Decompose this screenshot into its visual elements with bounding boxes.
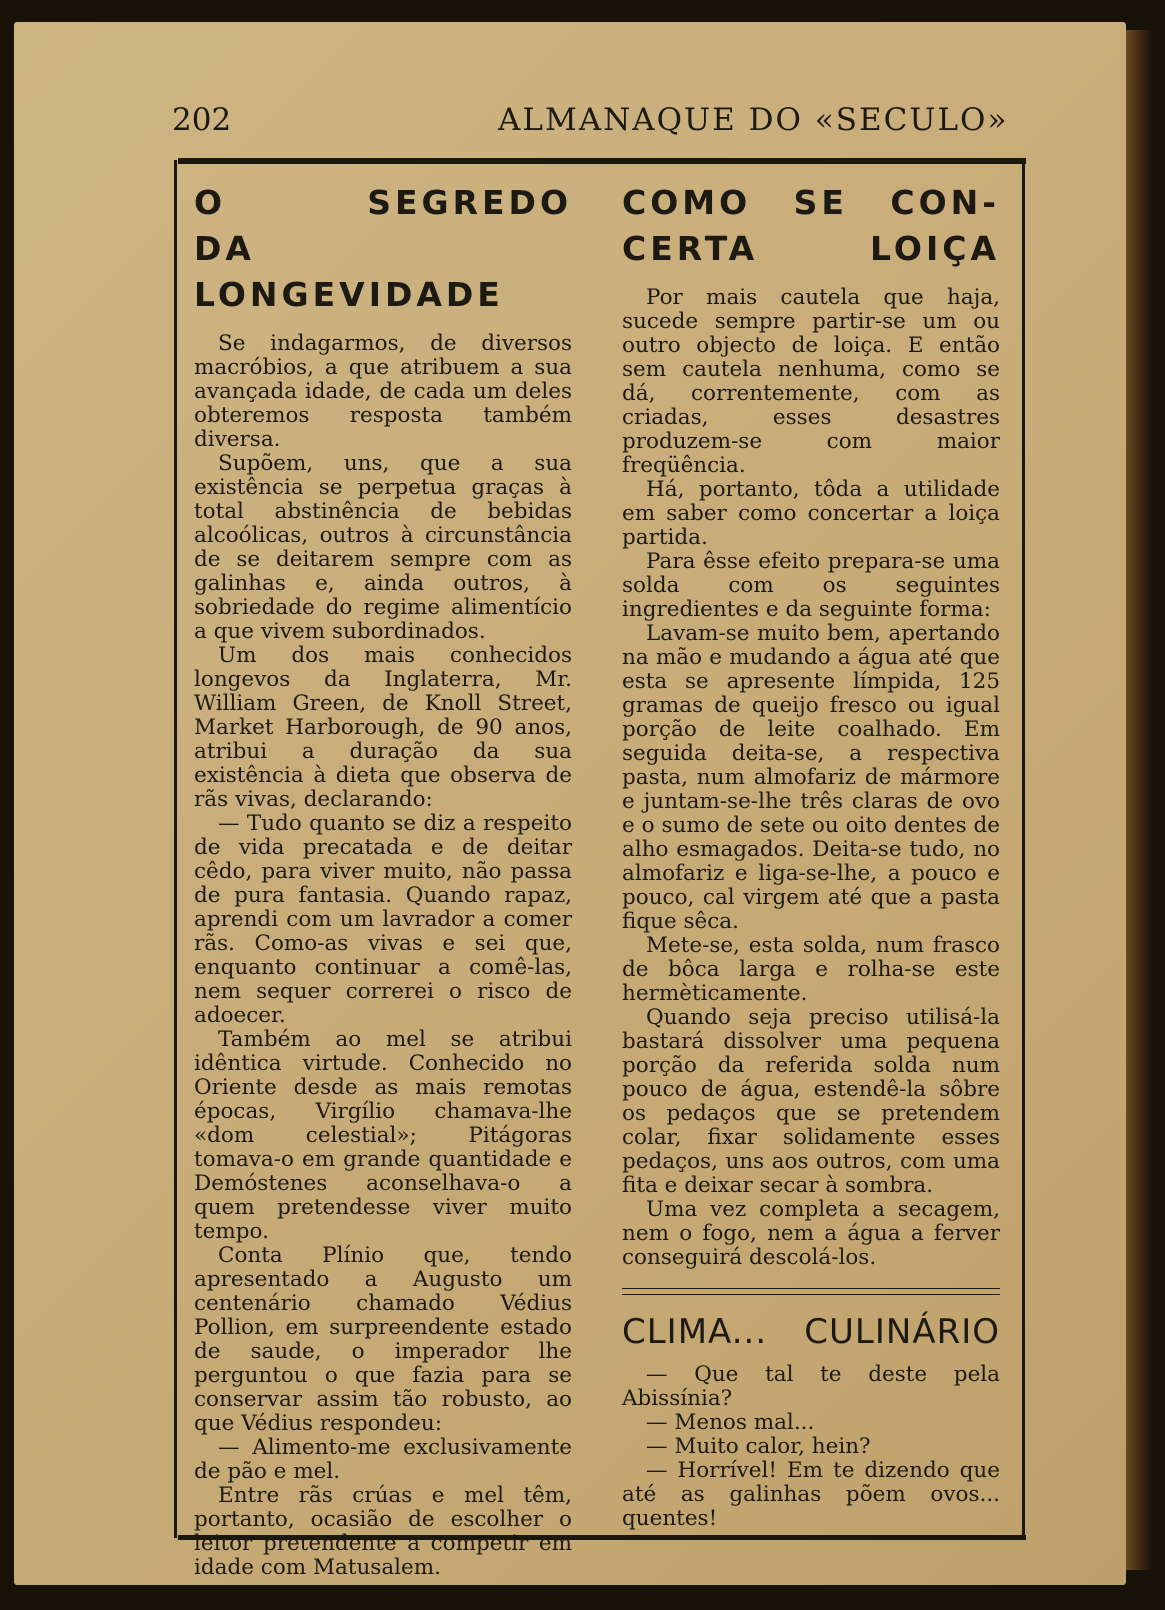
paragraph: Uma vez completa a secagem, nem o fogo, nem a água a ferver conseguirá descolá-los. <box>622 1197 1000 1270</box>
title-line: COMO SE CON- <box>622 183 1000 222</box>
paragraph: Entre rãs crúas e mel têm, portanto, ocasião de escolher o leitor pretendente a competir em idade com Matusalem. <box>194 1483 572 1580</box>
right-border-line <box>1022 160 1025 1538</box>
page-header <box>172 102 1030 146</box>
paragraph: Lavam-se muito bem, apertando na mão e mudando a água até que esta se apresente límpida, 125 gramas de queijo fresco ou igual porção de leite coalhado. Em seguida deita-se, a respectiva pasta, num almofariz de mármore e juntam-se-lhe três claras de ovo e o sumo de sete ou oito dentes de alho esmagados. Deita-se tudo, no almofariz e liga-se-lhe, a pouco e pouco, cal virgem até que a pasta fique sêca. <box>622 621 1000 934</box>
joke-section <box>622 1309 1000 1531</box>
top-rule <box>178 158 1026 164</box>
page-number: 202 <box>172 102 232 138</box>
article-title <box>194 180 572 318</box>
dialogue-line: — Que tal te deste pela Abissínia? <box>622 1362 1000 1411</box>
article-title <box>622 180 1000 272</box>
paragraph: Um dos mais conhecidos longevos da Inglaterra, Mr. William Green, de Knoll Street, Market Harborough, de 90 anos, atribui a duração da sua existência à dieta que observa de rãs vivas, declarando: <box>194 643 572 812</box>
dialogue-line: — Menos mal... <box>646 1410 815 1435</box>
joke-title <box>622 1309 1000 1355</box>
paragraph: Conta Plínio que, tendo apresentado a Augusto um centenário chamado Védius Pollion, em surpreendente estado de saude, o imperador lhe perguntou o que fazia para se conservar assim tão robusto, ao que Védius respondeu: <box>194 1243 572 1436</box>
dialogue-line: — Horrível! Em te dizendo que até as galinhas põem ovos... quentes! <box>622 1458 1000 1531</box>
paragraph: Supõem, uns, que a sua existência se perpetua graças à total abstinência de bebidas alcoólicas, outros à circunstância de se deitarem sempre com as galinhas e, ainda outros, à sobriedade do regime alimentício a que vivem subordinados. <box>194 451 572 644</box>
paragraph: — Alimento-me exclusivamente de pão e mel. <box>194 1435 572 1484</box>
dialogue-line: — Muito calor, hein? <box>646 1434 871 1459</box>
paragraph: Mete-se, esta solda, num frasco de bôca larga e rolha-se este hermèticamente. <box>622 933 1000 1006</box>
paragraph: — Tudo quanto se diz a respeito de vida precatada e de deitar cêdo, para viver muito, não passa de pura fantasia. Quando rapaz, aprendi com um lavrador a comer rãs. Como-as vivas e sei que, enquanto continuar a comê-las, nem sequer correrei o risco de adoecer. <box>194 811 572 1028</box>
left-border-line <box>174 160 177 1538</box>
article-longevity <box>194 180 572 1580</box>
paragraph: Também ao mel se atribui idêntica virtude. Conhecido no Oriente desde as mais remotas épocas, Virgílio chamava-lhe «dom celestial»; Pitágoras tomava-o em grande quantidade e Demóstenes aconselhava-o a quem pretendesse viver muito tempo. <box>194 1027 572 1244</box>
article-china-repair <box>622 180 1000 1531</box>
title-line: CERTA LOIÇA <box>622 229 1000 268</box>
paragraph: Há, portanto, tôda a utilidade em saber como concertar a loiça partida. <box>622 477 1000 550</box>
section-divider <box>622 1288 1000 1295</box>
joke-title-word: CLIMA... <box>622 1312 768 1352</box>
title-line: O SEGREDO <box>194 183 572 222</box>
joke-title-word: CULINÁRIO <box>804 1312 1000 1352</box>
title-line: DA LONGEVIDADE <box>194 229 504 314</box>
paragraph: Se indagarmos, de diversos macróbios, a que atribuem a sua avançada idade, de cada um deles obteremos resposta também diversa. <box>194 331 572 452</box>
paragraph: Para êsse efeito prepara-se uma solda com os seguintes ingredientes e da seguinte forma: <box>622 549 1000 622</box>
paragraph: Por mais cautela que haja, sucede sempre partir-se um ou outro objecto de loiça. E então sem cautela nenhuma, como se dá, correntemente, com as criadas, esses desastres produzem-se com maior freqüência. <box>622 285 1000 478</box>
running-title: ALMANAQUE DO «SECULO» <box>498 102 1009 138</box>
paragraph: Quando seja preciso utilisá-la bastará dissolver uma pequena porção da referida solda num pouco de água, estendê-la sôbre os pedaços que se pretendem colar, fixar solidamente esses pedaços, uns aos outros, com uma fita e deixar secar à sombra. <box>622 1005 1000 1198</box>
binding-edge <box>1126 30 1152 1570</box>
